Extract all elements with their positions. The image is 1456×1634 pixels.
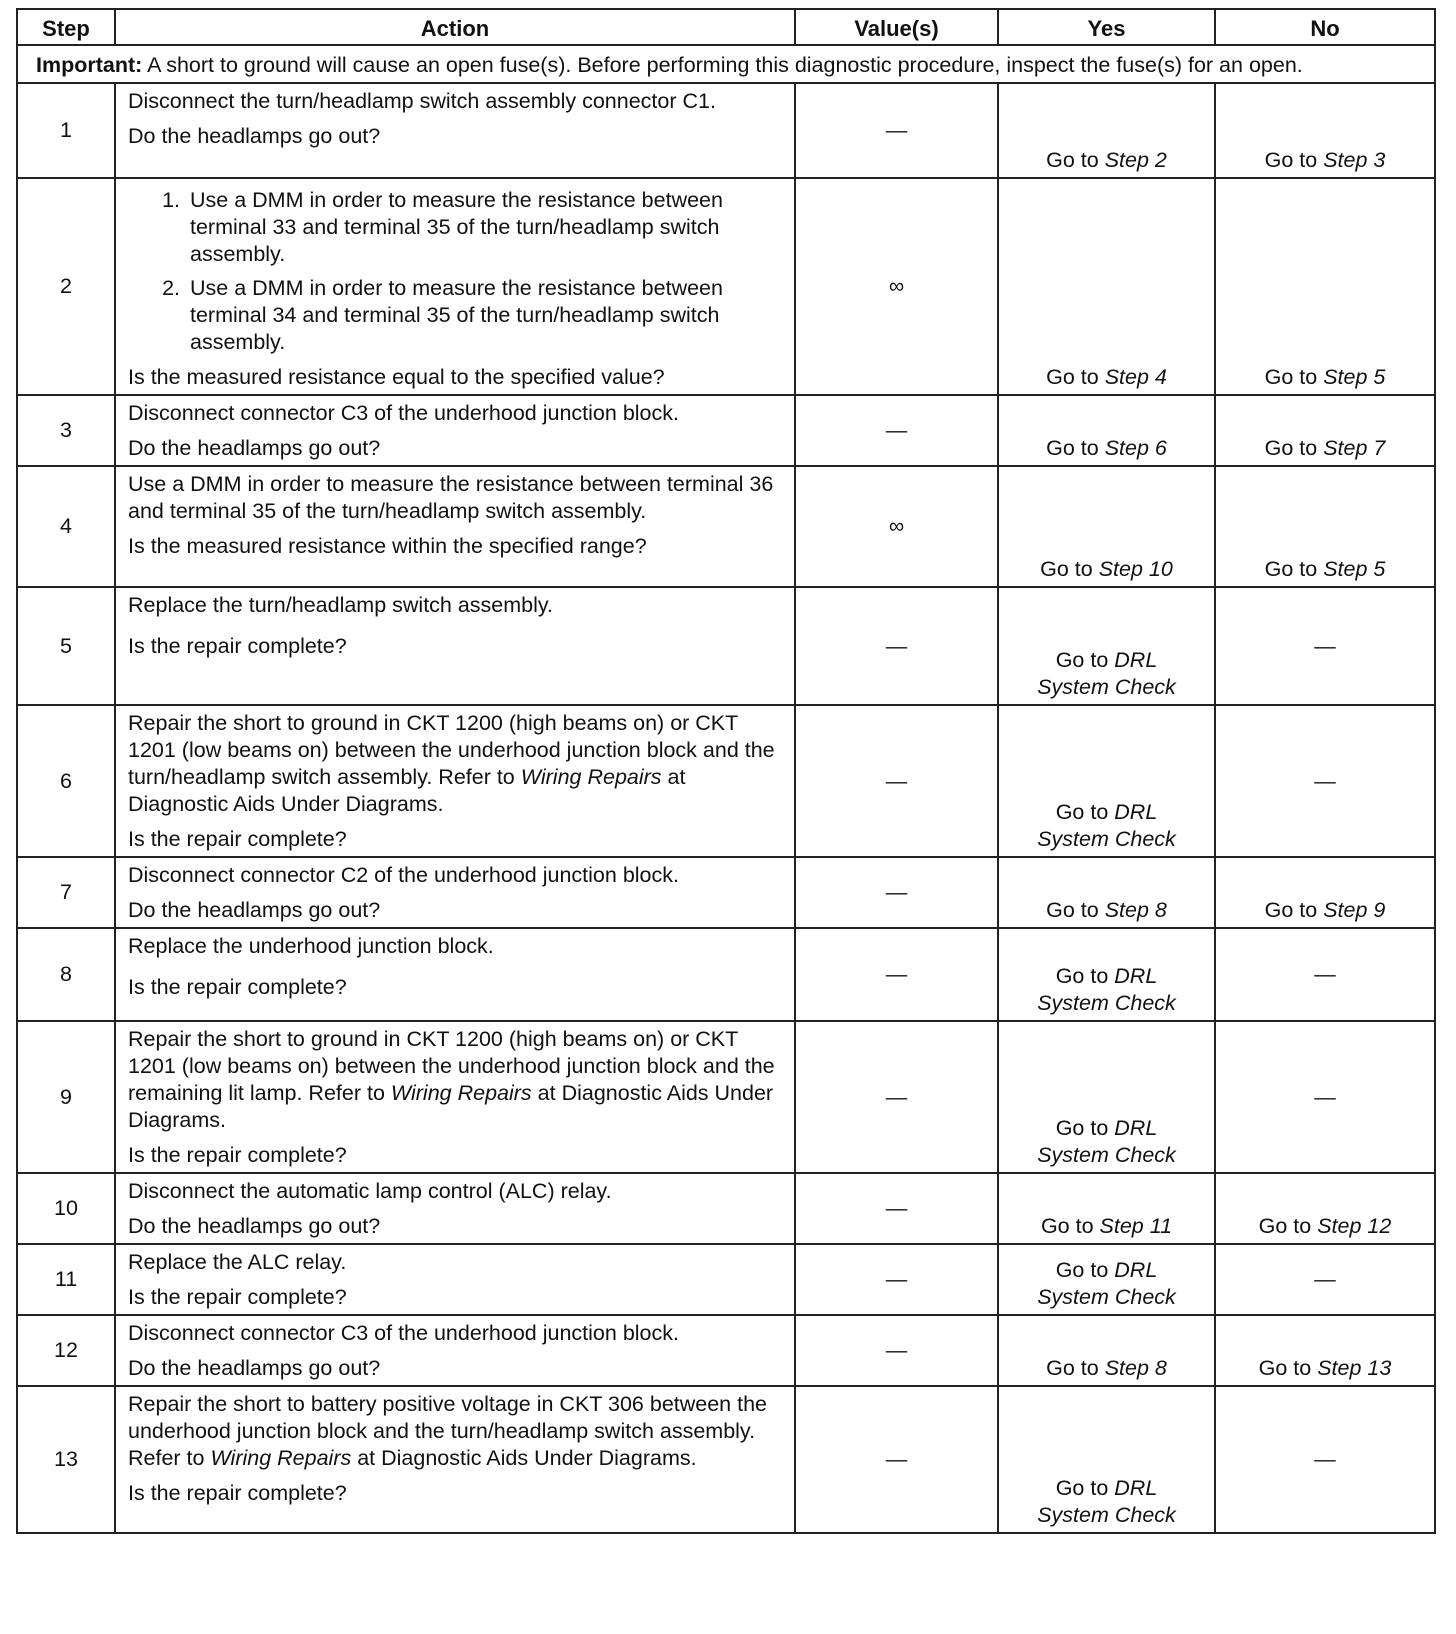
no-reference: Step 13: [1317, 1356, 1392, 1380]
table-row: [17, 1386, 1435, 1533]
no-line-1: [1216, 897, 1434, 924]
important-label: Important:: [36, 53, 143, 77]
no-line-1: [1216, 556, 1434, 583]
step-number: 3: [17, 395, 115, 466]
table-row: [17, 1173, 1435, 1244]
value-cell: [795, 1021, 998, 1173]
value-cell: [795, 1244, 998, 1315]
yes-prefix: Go to: [1046, 365, 1105, 389]
important-text: A short to ground will cause an open fuse(s). Before performing this diagnostic procedure, inspect the fuse(s) for an open.: [142, 53, 1303, 77]
action-text: Disconnect connector C3 of the underhood junction block.: [128, 1321, 679, 1345]
no-value: —: [1314, 633, 1336, 658]
action-cell: [115, 1173, 795, 1244]
header-yes: Yes: [998, 9, 1215, 45]
yes-line-1: [999, 1115, 1214, 1142]
action-list: [128, 187, 786, 356]
yes-reference: DRL: [1114, 964, 1158, 988]
header-action: Action: [115, 9, 795, 45]
value-text: —: [885, 1084, 908, 1109]
table-row: [17, 83, 1435, 178]
value-text: —: [885, 880, 908, 904]
value-text: —: [885, 418, 908, 442]
no-line-1: [1216, 435, 1434, 462]
yes-prefix: Go to: [1040, 557, 1099, 581]
yes-reference: DRL: [1114, 1476, 1158, 1500]
value-text: —: [885, 1447, 908, 1471]
yes-cell: [998, 466, 1215, 587]
no-prefix: Go to: [1264, 557, 1324, 581]
action-question: Do the headlamps go out?: [128, 898, 381, 922]
no-prefix: Go to: [1264, 365, 1324, 389]
value-cell: [795, 1315, 998, 1386]
action-question: Is the repair complete?: [128, 1143, 347, 1167]
value-text: —: [885, 1267, 908, 1291]
no-cell: [1215, 1173, 1435, 1244]
value-cell: [795, 587, 998, 705]
no-cell: [1215, 857, 1435, 928]
action-cell: [115, 395, 795, 466]
yes-cell: [998, 1244, 1215, 1315]
no-cell: [1215, 1386, 1435, 1533]
action-text-pre: Repair the short to battery positive voltage in CKT 306 between the underhood junction block and the turn/headlamp switch assembly. Refer to: [128, 1392, 768, 1470]
yes-prefix: Go to: [1055, 964, 1115, 988]
yes-prefix: Go to: [1055, 1258, 1115, 1282]
no-value: —: [1314, 1447, 1336, 1471]
no-line-1: [1216, 147, 1434, 174]
value-cell: [795, 83, 998, 178]
yes-reference: Step 2: [1104, 148, 1167, 172]
action-question: Is the repair complete?: [128, 1481, 347, 1505]
value-text: —: [885, 962, 908, 986]
value-cell: [795, 928, 998, 1021]
value-cell: [795, 178, 998, 395]
action-text: [128, 1391, 786, 1472]
important-note: [17, 45, 1435, 83]
no-value: —: [1314, 1084, 1336, 1109]
action-text: [128, 1026, 786, 1134]
action-question: Do the headlamps go out?: [128, 436, 381, 460]
yes-reference: DRL: [1114, 1116, 1158, 1140]
yes-cell: [998, 1021, 1215, 1173]
yes-reference: Step 11: [1099, 1214, 1173, 1238]
table-row: [17, 857, 1435, 928]
value-cell: [795, 466, 998, 587]
value-cell: [795, 395, 998, 466]
no-prefix: Go to: [1264, 436, 1324, 460]
no-cell: [1215, 1315, 1435, 1386]
header-row: [17, 9, 1435, 45]
action-text-post: at Diagnostic Aids Under Diagrams.: [128, 1081, 774, 1132]
no-line-1: [1216, 1213, 1434, 1240]
yes-line-1: [999, 147, 1214, 174]
step-number: 2: [17, 178, 115, 395]
no-line-1: [1216, 1355, 1434, 1382]
action-question: Is the measured resistance equal to the specified value?: [128, 365, 665, 389]
action-text: Disconnect connector C2 of the underhood junction block.: [128, 863, 679, 887]
yes-reference-line-2: System Check: [1037, 675, 1176, 699]
table-row: [17, 466, 1435, 587]
yes-line-1: [999, 556, 1214, 583]
no-prefix: Go to: [1258, 1356, 1318, 1380]
step-number: 8: [17, 928, 115, 1021]
no-cell: [1215, 587, 1435, 705]
step-number: 1: [17, 83, 115, 178]
yes-prefix: Go to: [1055, 1116, 1115, 1140]
no-cell: [1215, 1244, 1435, 1315]
yes-reference: DRL: [1114, 648, 1158, 672]
table-row: [17, 705, 1435, 857]
yes-cell: [998, 705, 1215, 857]
action-question: Is the repair complete?: [128, 975, 347, 999]
yes-reference: Step 10: [1098, 557, 1173, 581]
important-row: [17, 45, 1435, 83]
table-row: [17, 587, 1435, 705]
yes-line-1: [999, 1213, 1214, 1240]
action-text: Disconnect the turn/headlamp switch assembly connector C1.: [128, 89, 716, 113]
action-question: Is the repair complete?: [128, 827, 347, 851]
action-question: Do the headlamps go out?: [128, 1214, 381, 1238]
value-text: —: [885, 1338, 908, 1362]
no-value: —: [1314, 962, 1336, 986]
yes-prefix: Go to: [1055, 800, 1115, 824]
no-prefix: Go to: [1264, 898, 1324, 922]
action-cell: [115, 705, 795, 857]
no-cell: [1215, 466, 1435, 587]
no-cell: [1215, 83, 1435, 178]
action-reference: Wiring Repairs: [390, 1081, 532, 1105]
value-cell: [795, 1173, 998, 1244]
yes-line-1: [999, 897, 1214, 924]
yes-prefix: Go to: [1046, 436, 1105, 460]
action-question: Do the headlamps go out?: [128, 124, 381, 148]
yes-reference-line-2: System Check: [1037, 991, 1176, 1015]
yes-cell: [998, 1173, 1215, 1244]
step-number: 5: [17, 587, 115, 705]
action-text-pre: Repair the short to ground in CKT 1200 (high beams on) or CKT 1201 (low beams on) between the underhood junction block and the turn/headlamp switch assembly. Refer to: [128, 711, 775, 789]
action-reference: Wiring Repairs: [210, 1446, 352, 1470]
yes-reference-line-2: System Check: [1037, 827, 1176, 851]
yes-line-1: [999, 647, 1214, 674]
yes-cell: [998, 587, 1215, 705]
no-cell: [1215, 178, 1435, 395]
header-values: Value(s): [795, 9, 998, 45]
value-cell: [795, 857, 998, 928]
no-value: —: [1314, 768, 1336, 793]
table-row: [17, 1021, 1435, 1173]
no-cell: [1215, 928, 1435, 1021]
no-line-1: [1216, 364, 1434, 391]
action-cell: [115, 1386, 795, 1533]
step-number: 12: [17, 1315, 115, 1386]
action-text: Replace the turn/headlamp switch assembly.: [128, 593, 554, 617]
yes-prefix: Go to: [1046, 148, 1105, 172]
yes-reference: DRL: [1114, 1258, 1158, 1282]
value-text: ∞: [888, 514, 905, 538]
yes-prefix: Go to: [1046, 1356, 1105, 1380]
action-list-item: 2. Use a DMM in order to measure the resistance between terminal 34 and terminal 35 of the turn/headlamp switch assembly.: [186, 275, 786, 356]
no-reference: Step 3: [1323, 148, 1386, 172]
yes-reference: Step 4: [1104, 365, 1167, 389]
action-question: Is the repair complete?: [128, 1285, 347, 1309]
yes-prefix: Go to: [1046, 898, 1105, 922]
value-text: —: [885, 768, 908, 793]
yes-reference: DRL: [1114, 800, 1158, 824]
step-number: 7: [17, 857, 115, 928]
yes-reference: Step 6: [1104, 436, 1167, 460]
yes-cell: [998, 1386, 1215, 1533]
yes-reference-line-2: System Check: [1037, 1143, 1176, 1167]
no-reference: Step 7: [1323, 436, 1386, 460]
action-text: Use a DMM in order to measure the resistance between terminal 36 and terminal 35 of the turn/headlamp switch assembly.: [128, 472, 774, 523]
step-number: 13: [17, 1386, 115, 1533]
yes-prefix: Go to: [1040, 1214, 1100, 1238]
action-cell: [115, 587, 795, 705]
action-text-pre: Repair the short to ground in CKT 1200 (high beams on) or CKT 1201 (low beams on) between the underhood junction block and the remaining lit lamp. Refer to: [128, 1027, 775, 1105]
action-cell: [115, 1021, 795, 1173]
action-text: Replace the underhood junction block.: [128, 934, 494, 958]
no-cell: [1215, 1021, 1435, 1173]
action-list-item: 1. Use a DMM in order to measure the resistance between terminal 33 and terminal 35 of the turn/headlamp switch assembly.: [186, 187, 786, 268]
step-number: 6: [17, 705, 115, 857]
action-text: [128, 710, 786, 818]
no-reference: Step 5: [1323, 557, 1386, 581]
value-text: —: [885, 633, 908, 658]
yes-line-1: [999, 799, 1214, 826]
action-cell: [115, 466, 795, 587]
yes-line-1: [999, 364, 1214, 391]
value-text: ∞: [888, 274, 905, 298]
yes-cell: [998, 178, 1215, 395]
yes-line-1: [999, 1257, 1214, 1284]
yes-prefix: Go to: [1055, 648, 1115, 672]
yes-reference: Step 8: [1104, 1356, 1167, 1380]
yes-cell: [998, 928, 1215, 1021]
action-cell: [115, 928, 795, 1021]
no-prefix: Go to: [1264, 148, 1324, 172]
no-cell: [1215, 705, 1435, 857]
action-reference: Wiring Repairs: [520, 765, 662, 789]
no-cell: [1215, 395, 1435, 466]
yes-cell: [998, 857, 1215, 928]
table-row: [17, 928, 1435, 1021]
value-cell: [795, 1386, 998, 1533]
yes-reference: Step 8: [1104, 898, 1167, 922]
table-row: [17, 1244, 1435, 1315]
step-number: 9: [17, 1021, 115, 1173]
value-text: —: [885, 1196, 908, 1220]
step-number: 11: [17, 1244, 115, 1315]
no-reference: Step 5: [1323, 365, 1386, 389]
action-question: Do the headlamps go out?: [128, 1356, 381, 1380]
header-step: Step: [17, 9, 115, 45]
yes-line-1: [999, 963, 1214, 990]
value-cell: [795, 705, 998, 857]
table-row: [17, 395, 1435, 466]
no-value: —: [1314, 1267, 1336, 1291]
no-reference: Step 12: [1317, 1214, 1392, 1238]
step-number: 4: [17, 466, 115, 587]
action-text: Disconnect connector C3 of the underhood junction block.: [128, 401, 679, 425]
action-cell: [115, 857, 795, 928]
yes-reference-line-2: System Check: [1037, 1503, 1176, 1527]
action-cell: [115, 1315, 795, 1386]
table-row: [17, 1315, 1435, 1386]
yes-cell: [998, 395, 1215, 466]
action-cell: [115, 178, 795, 395]
action-text-post: at Diagnostic Aids Under Diagrams.: [128, 765, 686, 816]
yes-line-1: [999, 435, 1214, 462]
action-question: Is the measured resistance within the specified range?: [128, 534, 647, 558]
diagnostic-table: [16, 8, 1436, 1534]
no-prefix: Go to: [1258, 1214, 1318, 1238]
no-reference: Step 9: [1323, 898, 1386, 922]
header-no: No: [1215, 9, 1435, 45]
action-cell: [115, 1244, 795, 1315]
action-text: Replace the ALC relay.: [128, 1250, 347, 1274]
yes-cell: [998, 1315, 1215, 1386]
yes-reference-line-2: System Check: [1037, 1285, 1176, 1309]
diagnostic-table-sheet: [16, 8, 1434, 1534]
yes-line-1: [999, 1355, 1214, 1382]
action-text-post: at Diagnostic Aids Under Diagrams.: [351, 1446, 697, 1470]
yes-cell: [998, 83, 1215, 178]
action-text: Disconnect the automatic lamp control (ALC) relay.: [128, 1179, 612, 1203]
yes-prefix: Go to: [1055, 1476, 1115, 1500]
yes-line-1: [999, 1475, 1214, 1502]
action-cell: [115, 83, 795, 178]
table-row: [17, 178, 1435, 395]
value-text: —: [885, 118, 908, 142]
step-number: 10: [17, 1173, 115, 1244]
action-question: Is the repair complete?: [128, 634, 347, 658]
